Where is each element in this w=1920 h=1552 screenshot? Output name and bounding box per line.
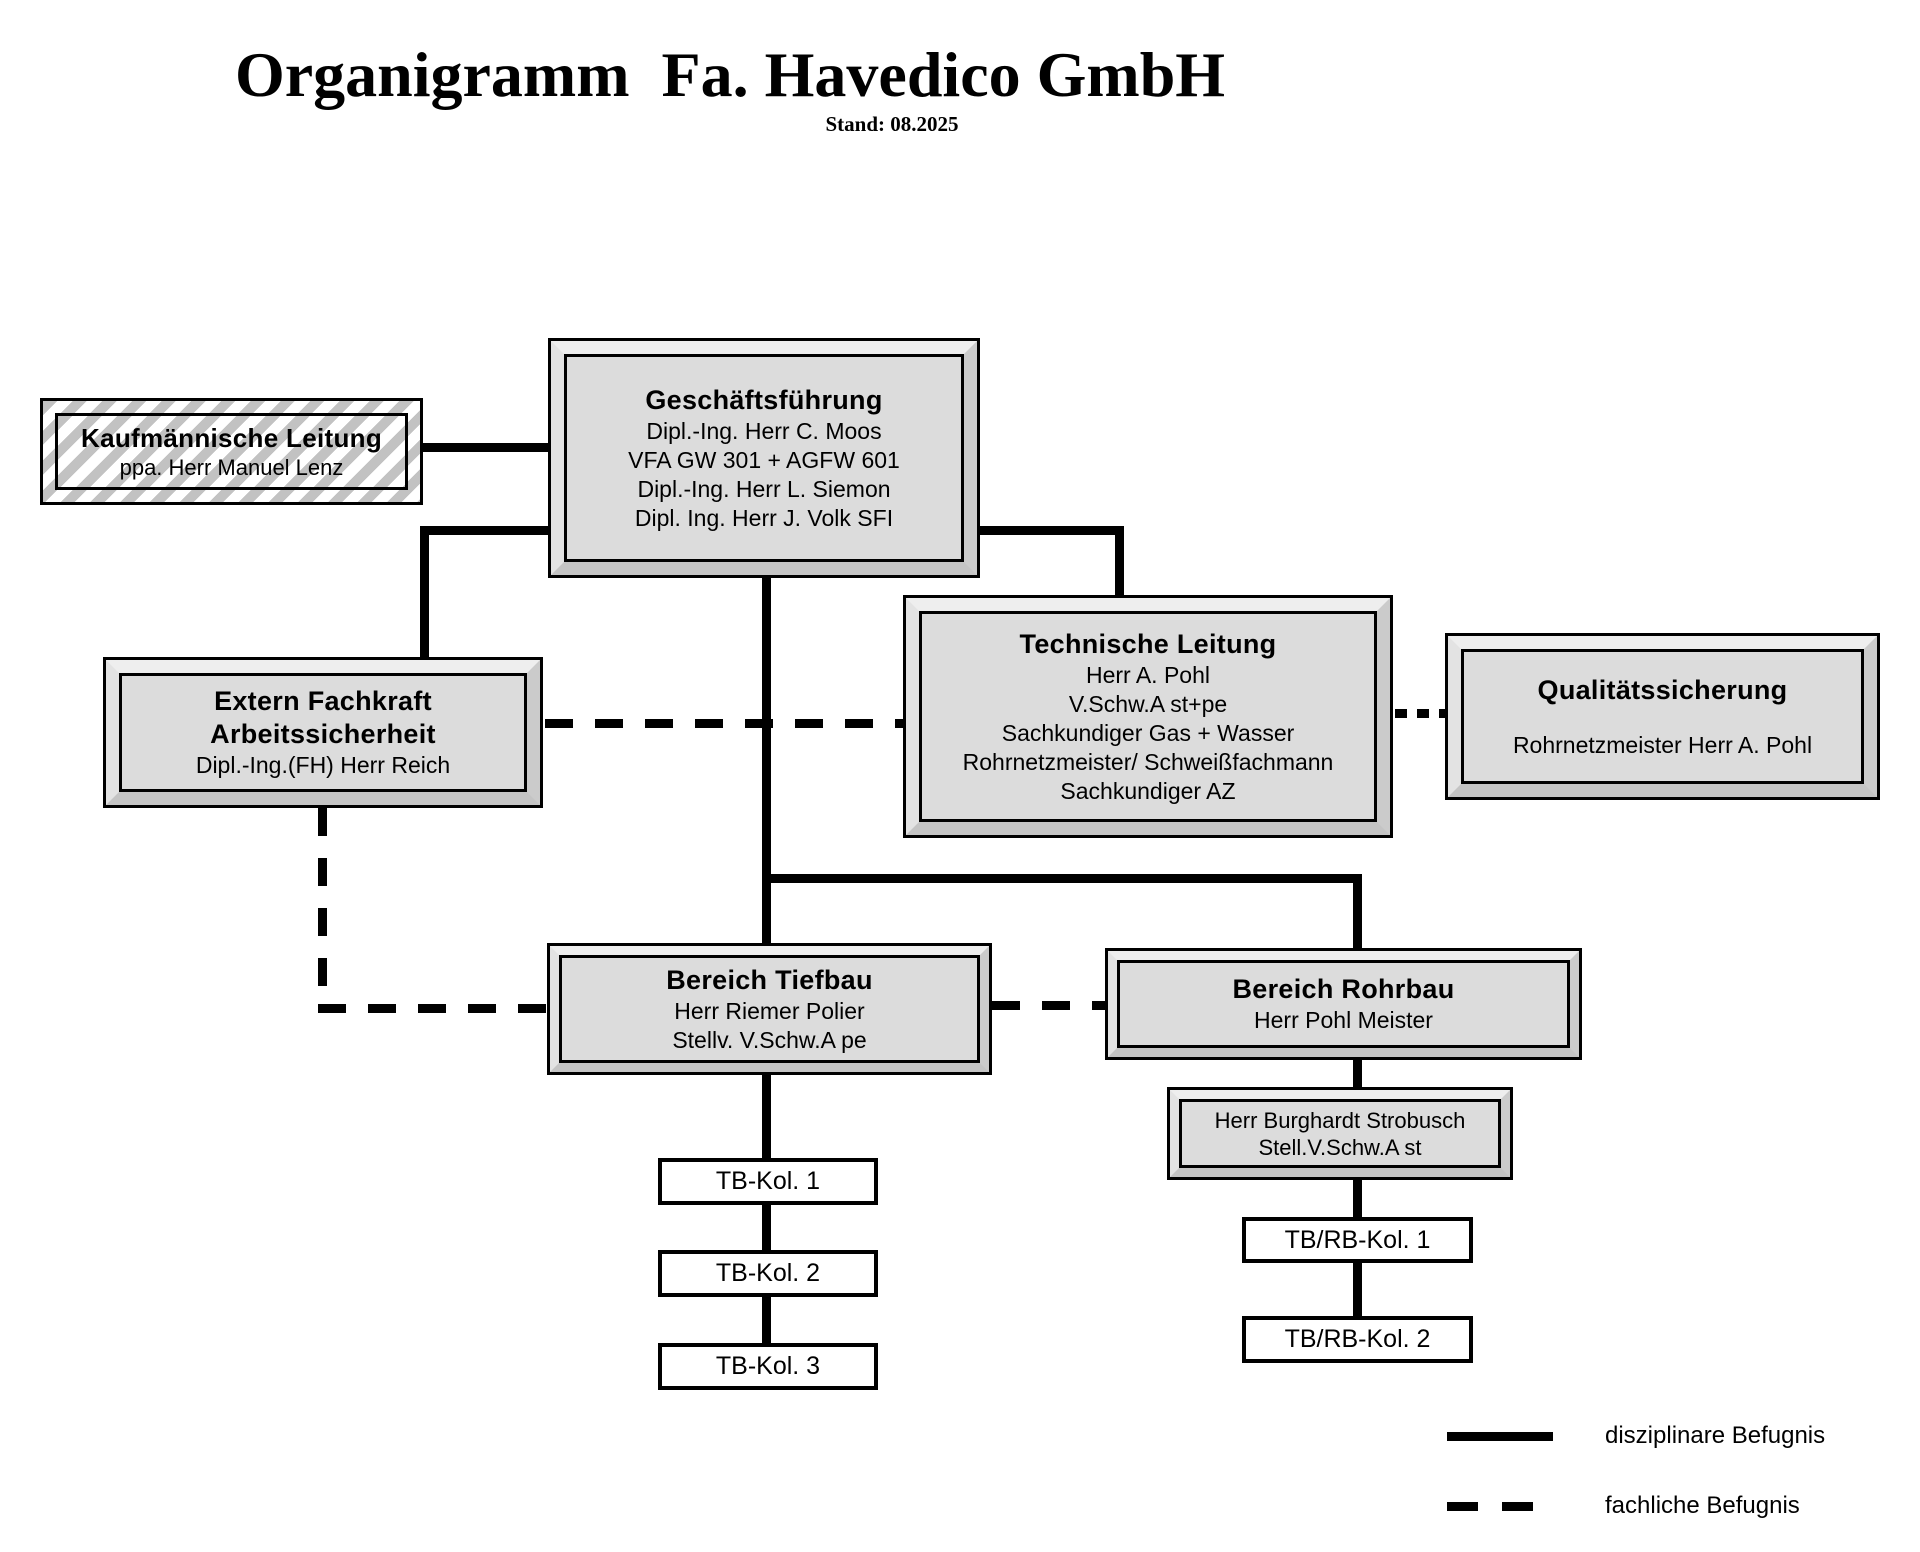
connector-gesch-tech-horizontal <box>978 526 1124 535</box>
node-bereich-tiefbau <box>547 943 992 1075</box>
dashed-extern-tech <box>545 719 903 728</box>
node-heading: Bereich Tiefbau <box>666 964 873 995</box>
connector-gesch-extern-horizontal <box>424 526 556 535</box>
node-heading: Bereich Rohrbau <box>1232 974 1455 1004</box>
node-line: Dipl.-Ing. Herr L. Siemon <box>637 475 891 502</box>
page-subtitle: Stand: 08.2025 <box>825 112 959 136</box>
node-line: Dipl.-Ing.(FH) Herr Reich <box>195 752 451 778</box>
node-line: V.Schw.A st+pe <box>1068 690 1228 717</box>
node-line: Dipl. Ing. Herr J. Volk SFI <box>634 504 894 531</box>
node-heading: Kaufmännische Leitung <box>81 423 382 453</box>
legend-solid-line-swatch <box>1447 1432 1553 1441</box>
connector-strobusch-tbrbkol1 <box>1353 1178 1362 1219</box>
node-label: TB-Kol. 3 <box>715 1352 821 1380</box>
node-heading: Technische Leitung <box>1019 628 1277 659</box>
node-line: Rohrnetzmeister Herr A. Pohl <box>1512 731 1813 758</box>
node-strobusch <box>1167 1087 1513 1180</box>
dashed-extern-down <box>318 808 327 1013</box>
node-label: TB-Kol. 1 <box>715 1167 821 1195</box>
connector-gesch-bereiche-vertical <box>762 576 771 946</box>
node-tbrb-kol-2 <box>1242 1316 1473 1363</box>
node-line: Stellv. V.Schw.A pe <box>672 1026 867 1053</box>
node-line: Stell.V.Schw.A st <box>1258 1134 1422 1160</box>
node-heading: Geschäftsführung <box>645 384 883 415</box>
node-line: Dipl.-Ing. Herr C. Moos <box>646 417 882 444</box>
node-qualitaetssicherung <box>1445 633 1880 800</box>
node-tb-kol-2 <box>658 1250 878 1297</box>
node-tbrb-kol-1 <box>1242 1217 1473 1263</box>
dashed-tiefbau-rohrbau <box>992 1001 1105 1010</box>
node-bereich-rohrbau <box>1105 948 1582 1060</box>
node-tb-kol-3 <box>658 1343 878 1390</box>
connector-tbkol2-tbkol3 <box>762 1295 771 1345</box>
legend-dashed-line-swatch <box>1447 1502 1533 1511</box>
connector-tiefbau-tbkol1 <box>762 1072 771 1160</box>
node-line: Herr Burghardt Strobusch <box>1214 1107 1466 1133</box>
node-label: TB-Kol. 2 <box>715 1259 821 1287</box>
node-tb-kol-1 <box>658 1158 878 1205</box>
connector-rohrbau-strobusch <box>1353 1056 1362 1089</box>
node-line: Sachkundiger AZ <box>1060 777 1236 804</box>
node-extern-fachkraft-arbeitssicherheit <box>103 657 543 808</box>
node-label: TB/RB-Kol. 1 <box>1284 1225 1431 1254</box>
connector-gesch-extern-vertical <box>420 526 429 661</box>
node-line: Herr A. Pohl <box>1086 661 1210 688</box>
node-label: TB/RB-Kol. 2 <box>1284 1325 1431 1353</box>
connector-tbkol1-tbkol2 <box>762 1203 771 1252</box>
node-line: ppa. Herr Manuel Lenz <box>119 455 344 480</box>
node-heading: Arbeitssicherheit <box>210 719 436 749</box>
node-kaufmaennische-leitung <box>40 398 423 505</box>
dashed-tech-qual <box>1395 709 1445 718</box>
page-title: Organigramm Fa. Havedico GmbH <box>234 39 1226 110</box>
dashed-extern-tiefbau <box>318 1004 549 1013</box>
node-line: Herr Riemer Polier <box>674 997 865 1024</box>
connector-gesch-kaufm <box>423 443 556 452</box>
node-line: Rohrnetzmeister/ Schweißfachmann <box>962 748 1334 775</box>
node-geschaeftsfuehrung <box>548 338 980 578</box>
node-line: Sachkundiger Gas + Wasser <box>1001 719 1295 746</box>
node-heading: Qualitätssicherung <box>1537 674 1788 705</box>
connector-gesch-tech-vertical <box>1115 526 1124 599</box>
node-line: VFA GW 301 + AGFW 601 <box>628 446 900 473</box>
node-line: Herr Pohl Meister <box>1254 1007 1433 1033</box>
connector-rohrbau-vertical <box>1353 874 1362 952</box>
legend-label-disziplinare: disziplinare Befugnis <box>1605 1422 1826 1449</box>
node-heading: Extern Fachkraft <box>214 686 432 716</box>
legend-label-fachliche: fachliche Befugnis <box>1605 1492 1800 1519</box>
node-technische-leitung <box>903 595 1393 838</box>
connector-tbrbkol1-tbrbkol2 <box>1353 1261 1362 1318</box>
connector-bereiche-horizontal <box>762 874 1362 883</box>
